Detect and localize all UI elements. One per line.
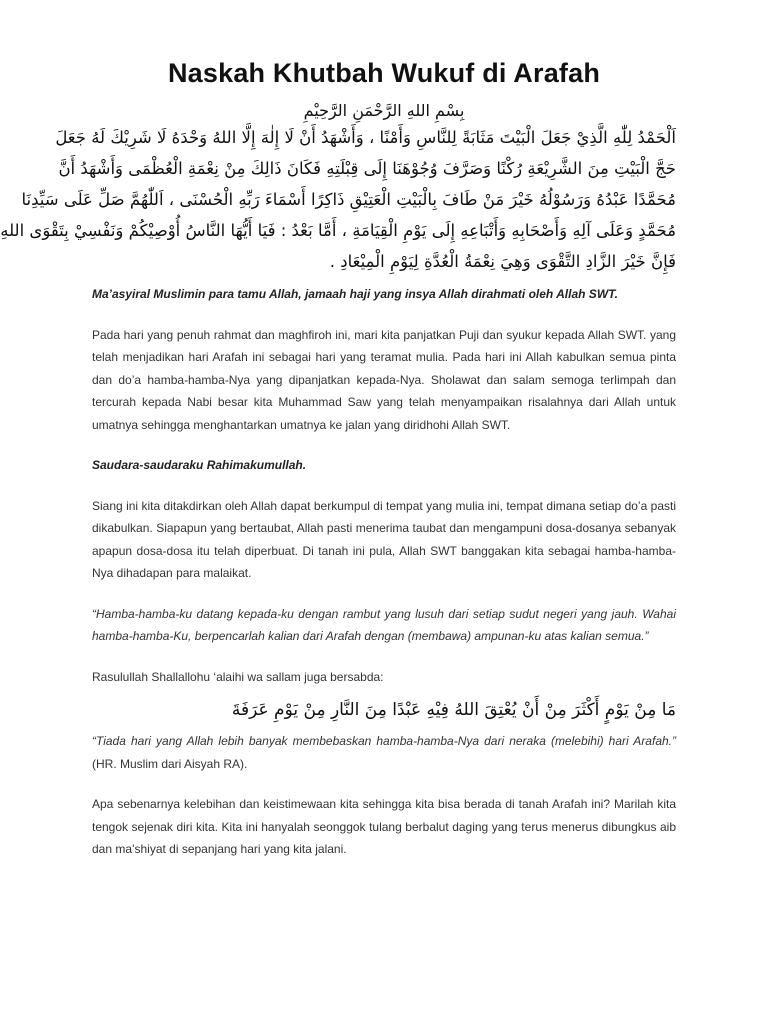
arabic-line: حَجَّ الْبَيْتِ مِنَ الشَّرِيْعَةِ رُكْنًا وَصَرَّفَ وُجُوْهَنَا إِلَى قِبْلَتِهِ فَكَانَ ذَالِكَ مِنْ نِعْمَةِ الْعُظْمَى وَأَشْهَدُ أَنَّ <box>58 159 676 178</box>
hadith-arabic: مَا مِنْ يَوْمٍ أَكْثَرَ مِنْ أَنْ يُعْتِقَ اللهُ فِيْهِ عَبْدًا مِنَ النَّارِ مِنْ يَوْمِ عَرَفَةَ <box>231 700 676 720</box>
hadith-source: (HR. Muslim dari Aisyah RA). <box>92 756 248 771</box>
document-title: Naskah Khutbah Wukuf di Arafah <box>167 58 601 88</box>
arabic-line: فَإِنَّ خَيْرَ الزَّادِ التَّقْوَى وَهِيَ نِعْمَةُ الْعُدَّةِ لِيَوْمِ الْمِيْعَادِ . <box>329 252 676 271</box>
hadith-intro: Rasulullah Shallallohu ‘alaihi wa sallam juga bersabda: <box>92 669 384 684</box>
paragraph: Siang ini kita ditakdirkan oleh Allah dapat berkumpul di tempat yang mulia ini, tempat dimana setiap do’a pasti dikabulkan. Siapapun yang bertaubat, Allah pasti menerima taubat dan mengampuni dosa-dosanya sebanyak apapun dosa-dosa itu telah diperbuat. Di tanah ini pula, Allah SWT banggakan kita sebagai hamba-hamba-Nya dihadapan para malaikat. <box>92 498 676 580</box>
arabic-line: مُحَمَّدٍ وَعَلَى آلِهِ وَأَصْحَابِهِ وَأَتْبَاعِهِ إِلَى يَوْمِ الْقِيَامَةِ ، أَمَّا بَعْدُ : فَيَا أَيُّهَا النَّاسُ أُوْصِيْكُمْ وَنَفْسِيْ بِتَقْوَى اللهِ <box>0 221 676 240</box>
basmalah-text: بِسْمِ اللهِ الرَّحْمَنِ الرَّحِيْمِ <box>303 101 465 120</box>
paragraph: Apa sebenarnya kelebihan dan keistimewaan kita sehingga kita bisa berada di tanah Arafah ini? Marilah kita tengok sejenak diri kita. Kita ini hanyalah seonggok tulang berbalut daging yang terus menerus dibungkus aib dan ma’shiyat di sepanjang hari yang kita jalani. <box>92 797 676 856</box>
arabic-line: اَلْحَمْدُ لِلّٰهِ الَّذِيْ جَعَلَ الْبَيْتَ مَثَابَةً لِلنَّاسِ وَأَمْنًا ، وَأَشْهَدُ أَنْ لَا إِلٰهَ إِلَّا اللهُ وَحْدَهُ لَا شَرِيْكَ لَهُ جَعَلَ <box>55 128 676 147</box>
greeting-line: Ma’asyiral Muslimin para tamu Allah, jamaah haji yang insya Allah dirahmati oleh Allah SWT. <box>92 287 618 301</box>
section-heading: Saudara-saudaraku Rahimakumullah. <box>92 458 307 472</box>
hadith-translation: “Tiada hari yang Allah lebih banyak membebaskan hamba-hamba-Nya dari neraka (melebihi) hari Arafah.” <box>92 734 676 748</box>
paragraph: Pada hari yang penuh rahmat dan maghfiroh ini, mari kita panjatkan Puji dan syukur kepada Allah SWT. yang telah menjadikan hari Arafah ini sebagai hari yang teramat mulia. Pada hari ini Allah kabulkan semua pinta dan do’a hamba-hamba-Nya yang dipanjatkan kepada-Nya. Sholawat dan salam semoga terlimpah dan tercurah kepada Nabi besar kita Muhammad Saw yang telah menyampaikan risalahnya dari Allah untuk umatnya sehingga menghantarkan umatnya ke jalan yang diridhohi Allah SWT. <box>92 327 676 432</box>
arabic-opening <box>0 122 676 277</box>
arabic-line: مُحَمَّدًا عَبْدُهُ وَرَسُوْلُهُ خَيْرَ مَنْ طَافَ بِالْبَيْتِ الْعَتِيْقِ ذَاكِرًا أَسْمَاءَ رَبِّهِ الْحُسْنَى ، اَللّٰهُمَّ صَلِّ عَلَى سَيِّدِنَا <box>21 190 676 209</box>
hadith-translation-paragraph <box>92 730 676 775</box>
quote: “Hamba-hamba-ku datang kepada-ku dengan rambut yang lusuh dari setiap sudut negeri yang jauh. Wahai hamba-hamba-Ku, berpencarlah kalian dari Arafah dengan (membawa) ampunan-ku atas kalian semua.” <box>92 606 676 643</box>
